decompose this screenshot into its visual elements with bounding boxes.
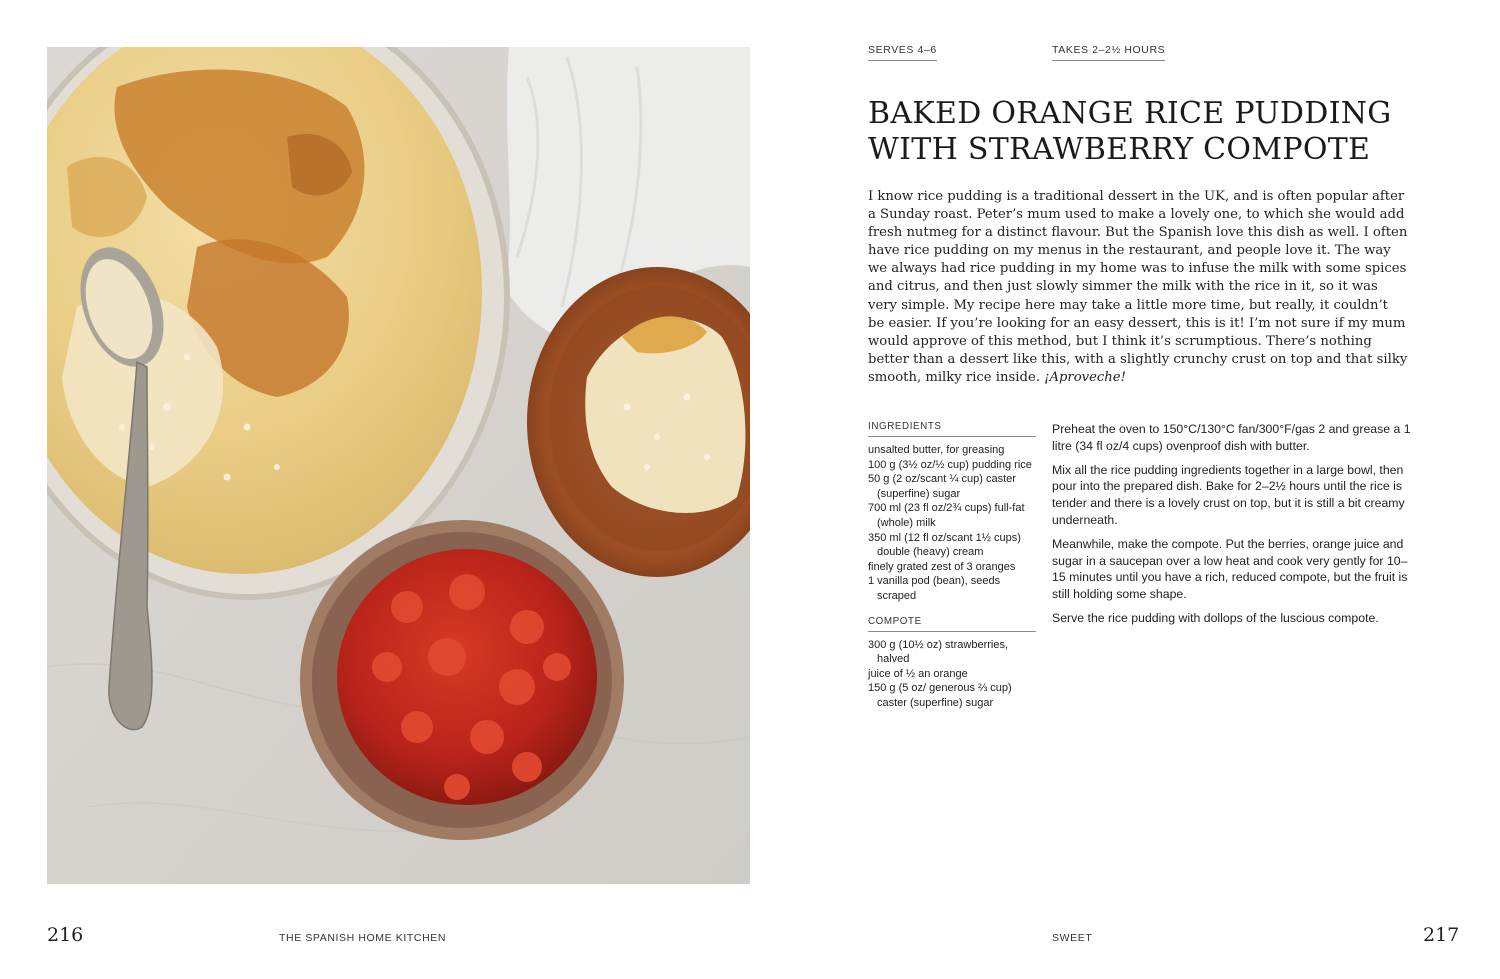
serves-label: SERVES 4–6 (868, 44, 937, 61)
intro-text: I know rice pudding is a traditional dessert in the UK, and is often popular after a Sunday roast. Peter’s mum used to make a lovely one, to which she would add fresh nutmeg for a distinct flavour. But the Spanish love this dish as well. I often have rice pudding on my menus in the restaurant, and people love it. The way we always had rice pudding in my home was to infuse the milk with some spices and citrus, and then just slowly simmer the milk with the rice in it, so it was very simple. My recipe here may take a little more time, but really, it couldn’t be easier. If you’re looking for an easy dessert, this is it! I’m not sure if my mum would approve of this method, but I think it’s scrumptious. There’s nothing better than a dessert like this, with a slightly crunchy crust on top and that silky smooth, milky rice inside. (868, 189, 1408, 385)
compote-list (868, 638, 1036, 711)
compote-bowl (300, 520, 624, 840)
compote-item: 150 g (5 oz/ generous ⅔ cup) caster (superfine) sugar (868, 682, 1012, 709)
book-title-running-head: THE SPANISH HOME KITCHEN (279, 932, 447, 944)
chapter-running-head: SWEET (1052, 932, 1093, 944)
recipe-photo (47, 47, 750, 884)
recipe-intro (868, 188, 1408, 387)
ingredient-item: 700 ml (23 fl oz/2¾ cups) full-fat (whole) milk (868, 502, 1025, 529)
recipe-title: BAKED ORANGE RICE PUDDING WITH STRAWBERRY COMPOTE (868, 96, 1392, 167)
ingredient-item: 350 ml (12 fl oz/scant 1½ cups) double (heavy) cream (868, 531, 1021, 559)
ingredients-heading: INGREDIENTS (868, 421, 1036, 437)
ingredient-item: unsalted butter, for greasing (868, 444, 1005, 456)
ingredient-item: 100 g (3½ oz/½ cup) pudding rice (868, 458, 1032, 471)
page-number-right: 217 (1423, 924, 1460, 946)
ingredient-item: 50 g (2 oz/scant ¼ cup) caster (superfine) sugar (868, 473, 1016, 500)
method-step: Preheat the oven to 150°C/130°C fan/300°F/gas 2 and grease a 1 litre (34 fl oz/4 cups) ovenproof dish with butter. (1052, 422, 1411, 453)
method-step: Mix all the rice pudding ingredients together in a large bowl, then pour into the prepared dish. Bake for 2–2½ hours until the rice is tender and there is a lovely crust on top, but it is still a bit creamy underneath. (1052, 462, 1405, 527)
ingredient-item: 1 vanilla pod (bean), seeds scraped (868, 575, 1001, 602)
cooking-time-label: TAKES 2–2½ HOURS (1052, 44, 1165, 61)
ingredients-list (868, 443, 1036, 604)
method-step: Meanwhile, make the compote. Put the berries, orange juice and sugar in a saucepan over a low heat and cook very gently for 10–15 minutes until you have a rich, reduced compote, but the fruit is still holding some shape. (1052, 536, 1408, 602)
rice-pudding-photo-illustration (47, 47, 750, 884)
compote-item: juice of ½ an orange (868, 667, 968, 680)
compote-heading: COMPOTE (868, 616, 1036, 632)
method-column (1052, 421, 1412, 634)
page-number-left: 216 (47, 924, 84, 946)
compote-item: 300 g (10½ oz) strawberries, halved (868, 638, 1009, 666)
intro-closing: ¡Aproveche! (1044, 369, 1126, 385)
ingredients-column (868, 421, 1036, 711)
method-step: Serve the rice pudding with dollops of the luscious compote. (1052, 610, 1379, 625)
ingredient-item: finely grated zest of 3 oranges (868, 560, 1016, 573)
